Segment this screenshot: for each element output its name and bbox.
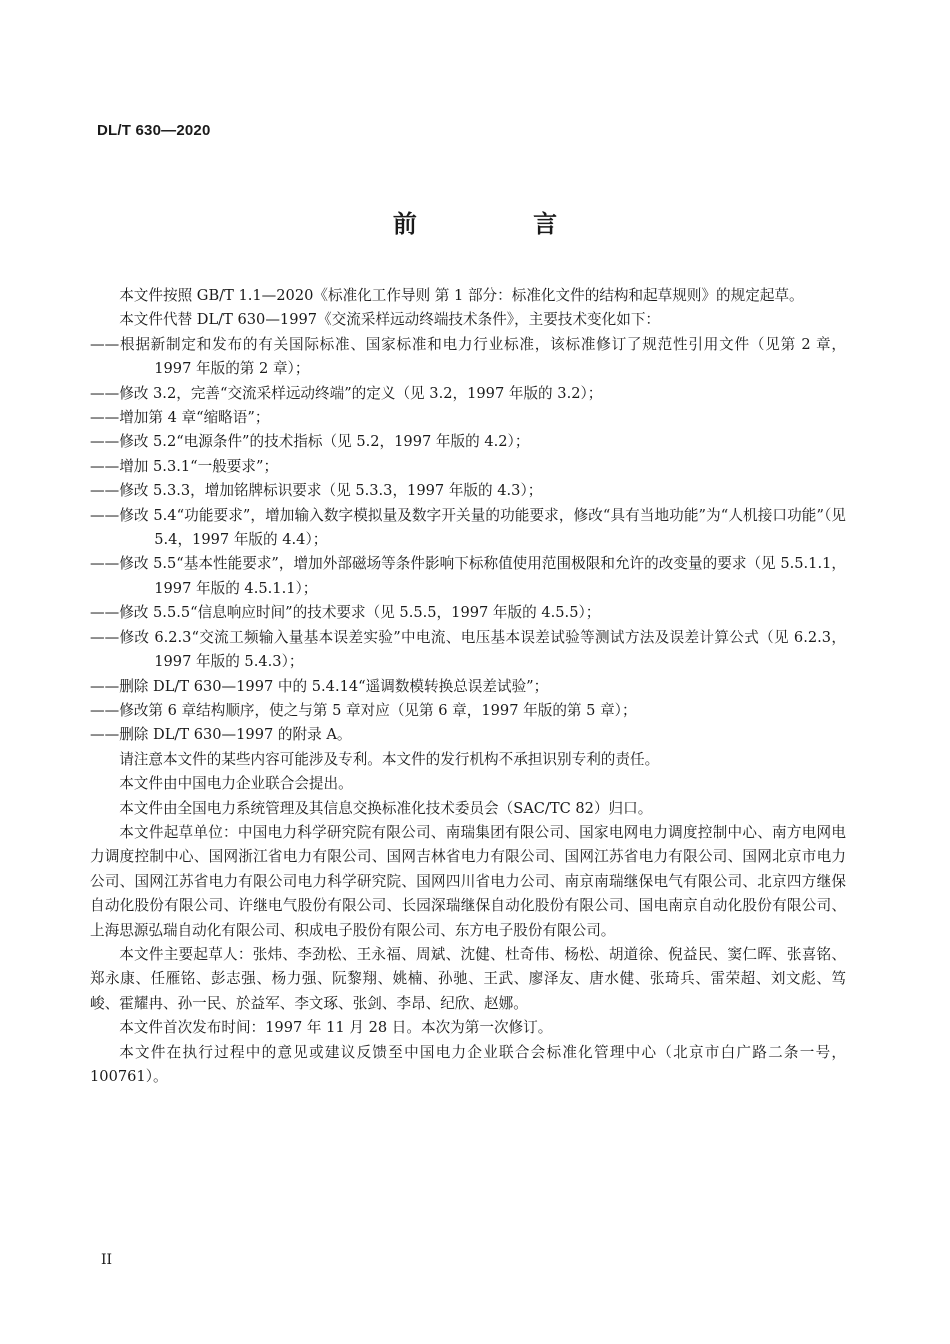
change-item: ——删除 DL/T 630—1997 的附录 A。 [90,726,352,744]
committee-statement: 本文件由全国电力系统管理及其信息交换标准化技术委员会（SAC/TC 82）归口。 [119,799,653,817]
change-item: ——修改 5.5“基本性能要求”，增加外部磁场等条件影响下标称值使用范围极限和允许的改变量的要求（见 5.5.1.1，1997 年版的 4.5.1.1）； [90,555,846,597]
change-item: ——修改 5.4“功能要求”，增加输入数字模拟量及数字开关量的功能要求，修改“具有当地功能”为“人机接口功能”（见 5.4，1997 年版的 4.4）； [90,506,846,549]
page-title: 前 言 [392,210,612,238]
page-number: II [101,1252,113,1268]
publication-history: 本文件首次发布时间：1997 年 11 月 28 日。本次为第一次修订。 [119,1019,553,1037]
change-item: ——修改 3.2，完善“交流采样远动终端”的定义（见 3.2，1997 年版的 3.2）； [90,384,603,402]
change-item: ——修改第 6 章结构顺序，使之与第 5 章对应（见第 6 章，1997 年版的第 5 章）； [90,701,637,719]
intro-paragraph: 本文件按照 GB/T 1.1—2020《标准化工作导则 第 1 部分：标准化文件的结构和起草规则》的规定起草。 [119,287,804,304]
change-item: ——根据新制定和发布的有关国际标准、国家标准和电力行业标准，该标准修订了规范性引用文件（见第 2 章，1997 年版的第 2 章）； [90,335,846,378]
change-item: ——增加第 4 章“缩略语”； [90,409,270,427]
feedback-notice: 本文件在执行过程中的意见或建议反馈至中国电力企业联合会标准化管理中心（北京市白广路二条一号，100761）。 [90,1043,846,1085]
main-drafters: 本文件主要起草人：张炜、李劲松、王永福、周斌、沈健、杜奇伟、杨松、胡道徐、倪益民、窦仁晖、张喜铭、郑永康、任雁铭、彭志强、杨力强、阮黎翔、姚楠、孙驰、王武、廖泽友、唐水健、张琦兵、雷荣超、刘文彪、笃峻、霍耀冉、孙一民、於益军、李文琢、张剑、李昂、纪欣、赵娜。 [90,945,846,1012]
patent-notice: 请注意本文件的某些内容可能涉及专利。本文件的发行机构不承担识别专利的责任。 [119,750,660,768]
change-item: ——增加 5.3.1“一般要求”； [90,457,279,475]
change-item: ——修改 5.5.5“信息响应时间”的技术要求（见 5.5.5，1997 年版的 4.5.5）； [90,604,601,622]
proposer-statement: 本文件由中国电力企业联合会提出。 [119,775,353,793]
intro-paragraph: 本文件代替 DL/T 630—1997《交流采样远动终端技术条件》，主要技术变化如下： [119,311,661,329]
change-item: ——修改 5.2“电源条件”的技术指标（见 5.2，1997 年版的 4.2）； [90,433,530,451]
drafting-units: 本文件起草单位：中国电力科学研究院有限公司、南瑞集团有限公司、国家电网电力调度控制中心、南方电网电力调度控制中心、国网浙江省电力有限公司、国网吉林省电力有限公司、国网江苏省电力有限公司、国网北京市电力公司、国网江苏省电力有限公司电力科学研究院、国网四川省电力公司、南京南瑞继保电气有限公司、北京四方继保自动化股份有限公司、许继电气股份有限公司、长园深瑞继保自动化股份有限公司、国电南京自动化股份有限公司、上海思源弘瑞自动化有限公司、积成电子股份有限公司、东方电子股份有限公司。 [90,823,846,939]
change-item: ——修改 6.2.3“交流工频输入量基本误差实验”中电流、电压基本误差试验等测试方法及误差计算公式（见 6.2.3，1997 年版的 5.4.3）； [90,628,846,671]
foreword-body [90,284,846,1089]
change-item: ——修改 5.3.3，增加铭牌标识要求（见 5.3.3，1997 年版的 4.3）； [90,482,543,500]
document-code: DL/T 630—2020 [97,122,211,139]
change-item: ——删除 DL/T 630—1997 中的 5.4.14“遥调数模转换总误差试验”； [90,677,549,695]
